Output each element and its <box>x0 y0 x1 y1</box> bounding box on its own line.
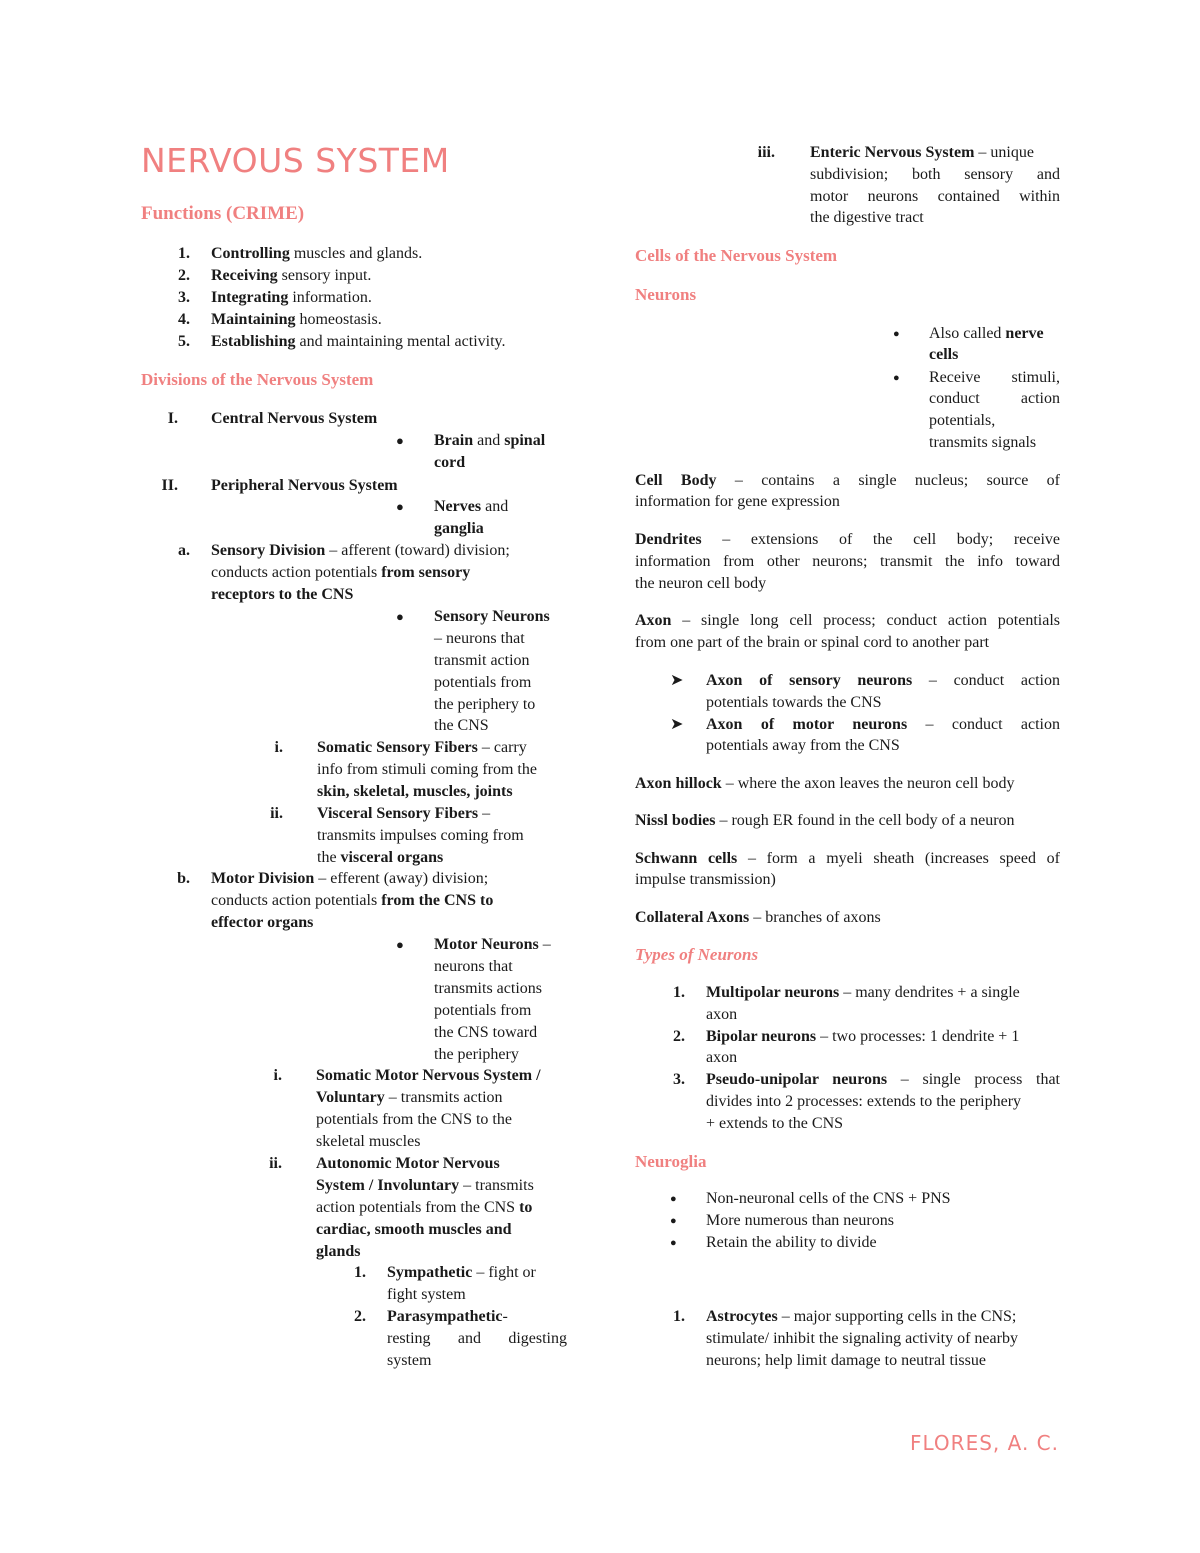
parasympathetic: Parasympathetic- <box>387 1308 508 1325</box>
list-item-cont: action potentials from the CNS to <box>316 1199 533 1216</box>
list-item-cont: the neuron cell body <box>635 575 767 592</box>
neuroglia-heading: Neuroglia <box>635 1152 707 1171</box>
list-item-cont: conducts action potentials from sensory <box>211 564 471 581</box>
bullet-icon: ● <box>396 609 404 624</box>
list-item-cont: neurons; help limit damage to neutral tissue <box>706 1352 986 1369</box>
list-item-cont: cells <box>929 346 959 363</box>
list-item-cont: cord <box>434 454 466 471</box>
bullet-icon: ● <box>893 328 900 340</box>
list-item-cont: System / Involuntary – transmits <box>316 1177 534 1194</box>
bipolar: Bipolar neurons – two processes: 1 dendrite + 1 <box>706 1028 1020 1045</box>
list-item-cont: the CNS <box>434 717 489 734</box>
list-number: 5. <box>178 333 190 350</box>
bullet-icon: ● <box>670 1237 677 1249</box>
list-number: a. <box>178 542 190 559</box>
pns-label: Peripheral Nervous System <box>211 477 398 494</box>
bullet-icon: ● <box>670 1215 677 1227</box>
list-item-cont: transmit action <box>434 652 530 669</box>
arrow-bullet-icon: ➤ <box>670 672 684 689</box>
bullet-icon: ● <box>893 372 900 384</box>
bullet-icon: ● <box>396 499 404 514</box>
list-item-cont: neurons that <box>434 958 513 975</box>
list-item-cont: resting and digesting <box>387 1330 567 1347</box>
list-item-cont: glands <box>316 1243 361 1260</box>
list-item-cont: the CNS toward <box>434 1024 538 1041</box>
axon-motor: Axon of motor neurons – conduct action <box>706 716 1060 733</box>
list-number: 2. <box>354 1308 366 1325</box>
list-item-cont: skin, skeletal, muscles, joints <box>317 783 513 800</box>
list-number: II. <box>161 477 178 494</box>
somatic-motor-system: Somatic Motor Nervous System / <box>316 1067 541 1084</box>
list-item-cont: potentials towards the CNS <box>706 694 882 711</box>
list-item: More numerous than neurons <box>706 1212 894 1229</box>
list-number: i. <box>273 1067 282 1084</box>
sympathetic: Sympathetic – fight or <box>387 1264 536 1281</box>
sensory-neurons: Sensory Neurons <box>434 608 550 625</box>
list-item: Receive stimuli, <box>929 369 1060 386</box>
list-item-cont: information from other neurons; transmit the info toward <box>635 553 1060 570</box>
list-item-cont: from one part of the brain or spinal cord to another part <box>635 634 990 651</box>
list-item-cont: the digestive tract <box>810 209 924 226</box>
cns-label: Central Nervous System <box>211 410 378 427</box>
divisions-heading: Divisions of the Nervous System <box>141 370 374 389</box>
list-item-cont: potentials from the CNS to the <box>316 1111 512 1128</box>
list-item-cont: ganglia <box>434 520 484 537</box>
list-item-cont: stimulate/ inhibit the signaling activity of nearby <box>706 1330 1018 1347</box>
bullet-icon: ● <box>396 433 404 448</box>
functions-heading: Functions (CRIME) <box>141 203 305 224</box>
list-item-cont: subdivision; both sensory and <box>810 166 1060 183</box>
astrocytes: Astrocytes – major supporting cells in the CNS; <box>706 1308 1017 1325</box>
list-item-cont: motor neurons contained within <box>810 188 1060 205</box>
arrow-bullet-icon: ➤ <box>670 716 684 733</box>
list-item-cont: potentials from <box>434 1002 532 1019</box>
sensory-division: Sensory Division – afferent (toward) division; <box>211 542 510 559</box>
neurons-heading: Neurons <box>635 285 697 304</box>
list-number: b. <box>177 870 190 887</box>
motor-division: Motor Division – efferent (away) division; <box>211 870 489 887</box>
list-number: 3. <box>673 1071 685 1088</box>
list-number: 1. <box>178 245 190 262</box>
list-item-cont: the periphery <box>434 1046 519 1063</box>
motor-neurons: Motor Neurons – <box>434 936 551 953</box>
list-number: 4. <box>178 311 190 328</box>
list-number: ii. <box>270 805 283 822</box>
list-number: 1. <box>673 1308 685 1325</box>
list-item-cont: transmits impulses coming from <box>317 827 524 844</box>
list-item: Non-neuronal cells of the CNS + PNS <box>706 1190 951 1207</box>
list-number: 1. <box>673 984 685 1001</box>
autonomic-motor-system: Autonomic Motor Nervous <box>316 1155 500 1172</box>
list-item-cont: divides into 2 processes: extends to the periphery <box>706 1093 1022 1110</box>
list-item-cont: receptors to the CNS <box>211 586 354 603</box>
cell-body: Cell Body – contains a single nucleus; source of <box>635 472 1061 489</box>
list-number: 2. <box>673 1028 685 1045</box>
page-title: NERVOUS SYSTEM <box>141 141 450 180</box>
list-item: Receiving sensory input. <box>211 267 372 284</box>
list-number: i. <box>274 739 283 756</box>
list-item-cont: Voluntary – transmits action <box>316 1089 503 1106</box>
pseudo-unipolar: Pseudo-unipolar neurons – single process that <box>706 1071 1060 1088</box>
list-item-cont: potentials from <box>434 674 532 691</box>
enteric-nervous-system: Enteric Nervous System – unique <box>810 144 1034 161</box>
list-item-cont: info from stimuli coming from the <box>317 761 537 778</box>
cells-heading: Cells of the Nervous System <box>635 246 838 265</box>
list-item-cont: transmits actions <box>434 980 542 997</box>
list-item: Establishing and maintaining mental activity. <box>211 333 506 350</box>
list-item-cont: information for gene expression <box>635 493 840 510</box>
list-item-cont: – neurons that <box>434 630 525 647</box>
list-item-cont: impulse transmission) <box>635 871 776 888</box>
list-number: 2. <box>178 267 190 284</box>
types-heading: Types of Neurons <box>635 945 759 964</box>
list-item-cont: conduct action <box>929 390 1060 407</box>
somatic-sensory-fibers: Somatic Sensory Fibers – carry <box>317 739 527 756</box>
axon-hillock: Axon hillock – where the axon leaves the neuron cell body <box>635 775 1015 792</box>
list-item-cont: system <box>387 1352 432 1369</box>
list-item-cont: the periphery to <box>434 696 536 713</box>
bullet-icon: ● <box>396 937 404 952</box>
list-item-cont: effector organs <box>211 914 314 931</box>
list-item-cont: conducts action potentials from the CNS to <box>211 892 494 909</box>
list-item-cont: the visceral organs <box>317 849 444 866</box>
list-item-cont: cardiac, smooth muscles and <box>316 1221 512 1238</box>
list-number: I. <box>167 410 178 427</box>
list-item: Maintaining homeostasis. <box>211 311 382 328</box>
list-item: Retain the ability to divide <box>706 1234 877 1251</box>
list-item-cont: axon <box>706 1049 738 1066</box>
axon: Axon – single long cell process; conduct action potentials <box>635 612 1060 629</box>
list-item-cont: potentials away from the CNS <box>706 737 900 754</box>
list-number: 1. <box>354 1264 366 1281</box>
list-number: iii. <box>757 144 775 161</box>
multipolar: Multipolar neurons – many dendrites + a single <box>706 984 1020 1001</box>
list-item: Integrating information. <box>211 289 372 306</box>
list-item-cont: transmits signals <box>929 434 1037 451</box>
nissl-bodies: Nissl bodies – rough ER found in the cell body of a neuron <box>635 812 1015 829</box>
list-item: Also called nerve <box>929 325 1044 342</box>
dendrites: Dendrites – extensions of the cell body; receive <box>635 531 1060 548</box>
list-item-cont: fight system <box>387 1286 466 1303</box>
visceral-sensory-fibers: Visceral Sensory Fibers – <box>317 805 491 822</box>
list-item: Brain and spinal <box>434 432 546 449</box>
list-item: Nerves and <box>434 498 509 515</box>
schwann-cells: Schwann cells – form a myeli sheath (increases speed of <box>635 850 1060 867</box>
bullet-icon: ● <box>670 1193 677 1205</box>
axon-sensory: Axon of sensory neurons – conduct action <box>706 672 1060 689</box>
list-item-cont: skeletal muscles <box>316 1133 421 1150</box>
list-item-cont: axon <box>706 1006 738 1023</box>
list-item-cont: + extends to the CNS <box>706 1115 844 1132</box>
list-number: 3. <box>178 289 190 306</box>
list-number: ii. <box>269 1155 282 1172</box>
collateral-axons: Collateral Axons – branches of axons <box>635 909 881 926</box>
list-item: Controlling muscles and glands. <box>211 245 423 262</box>
footer-author: FLORES, A. C. <box>910 1431 1059 1455</box>
list-item-cont: potentials, <box>929 412 996 429</box>
